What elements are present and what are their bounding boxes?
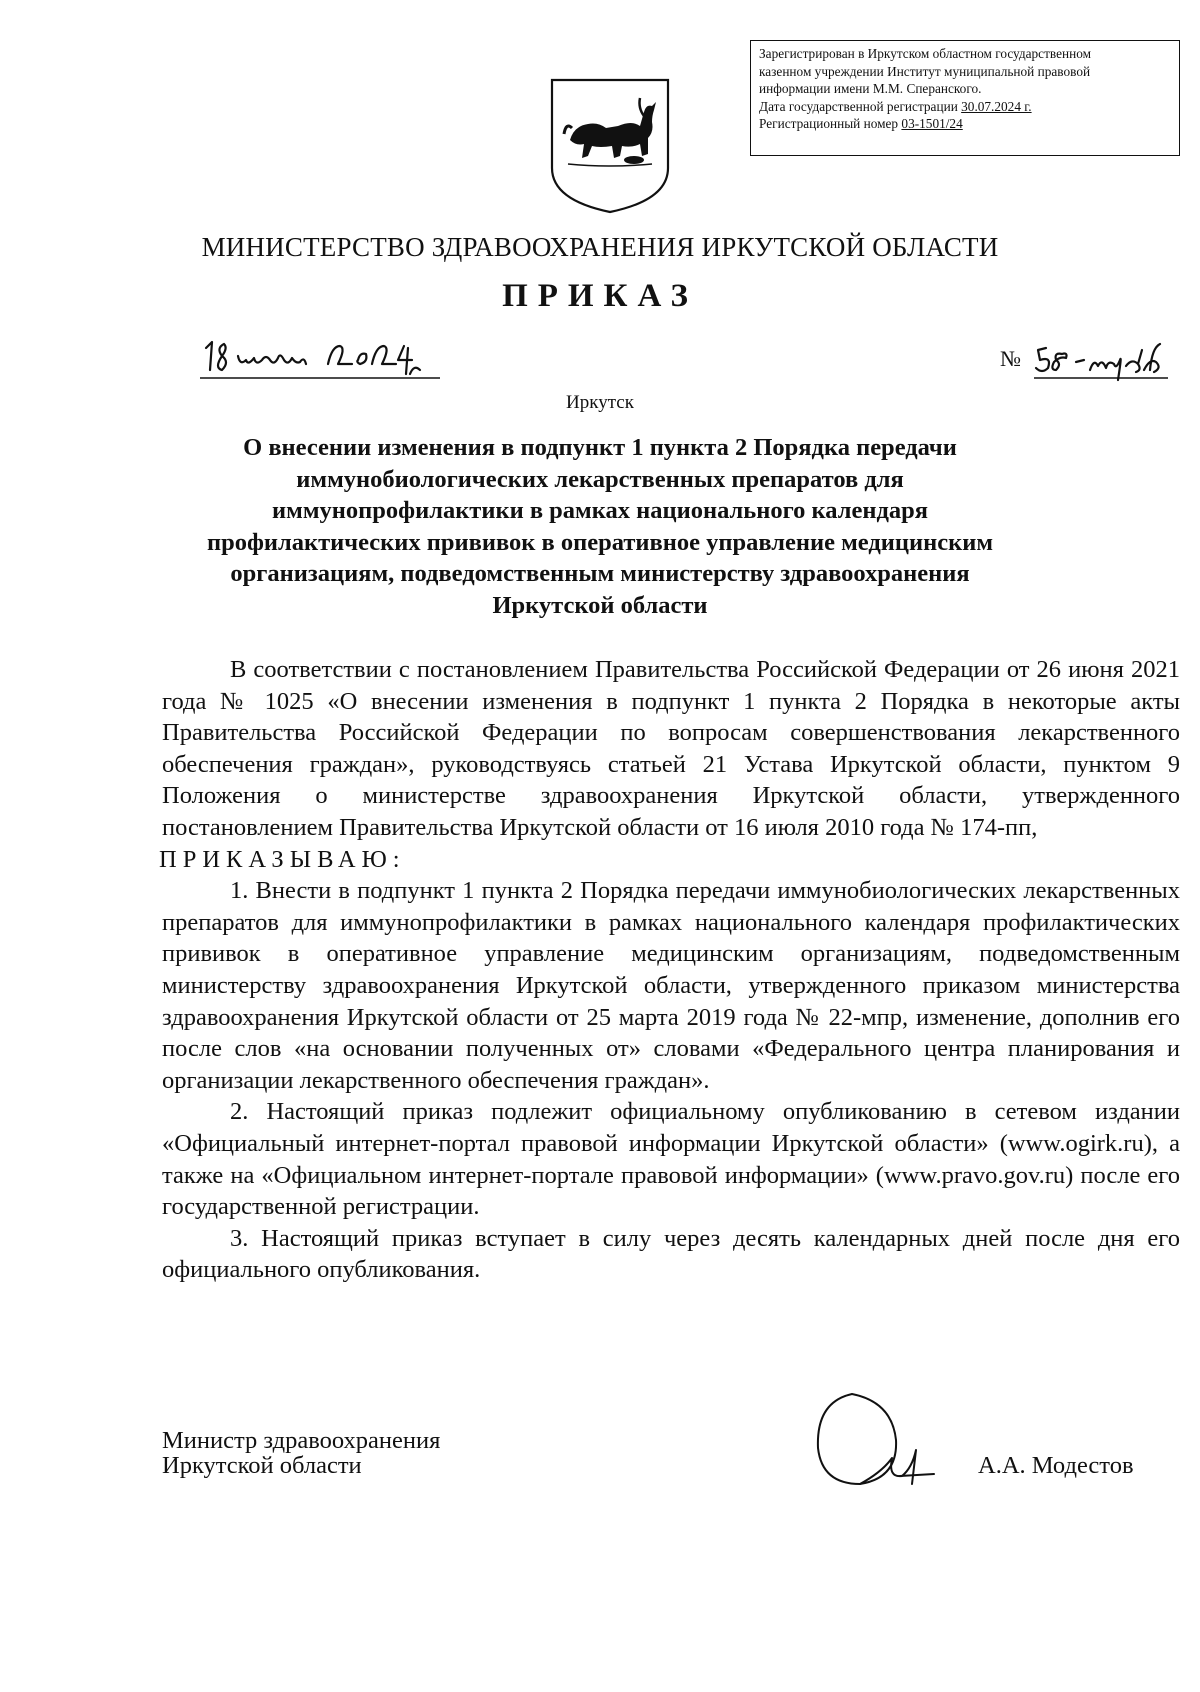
registration-line-2: казенном учреждении Институт муниципальной правовой <box>759 63 1091 79</box>
city-name: Иркутск <box>566 392 634 413</box>
signer-title-line-1: Министр здравоохранения <box>162 1427 441 1454</box>
registration-line-3: информации имени М.М. Сперанского. <box>759 81 982 96</box>
order-item-3: 3. Настоящий приказ вступает в силу через десять календарных дней после дня его официального опубликования. <box>162 1224 1180 1284</box>
order-number-label: № <box>1000 346 1021 371</box>
signer-title <box>162 1428 440 1478</box>
handwritten-signature <box>812 1388 942 1498</box>
registration-stamp <box>750 40 1180 156</box>
signer-name: А.А. Модестов <box>978 1452 1134 1479</box>
handwritten-order-number <box>1032 340 1170 390</box>
signer-title-line-2: Иркутской области <box>162 1452 362 1479</box>
registration-date-row <box>759 98 1171 116</box>
handwritten-date <box>200 334 440 386</box>
registration-line-1: Зарегистрирован в Иркутском областном государственном <box>759 46 1092 61</box>
coat-of-arms-icon <box>548 76 672 216</box>
registration-date-value: 30.07.2024 г. <box>961 98 1032 114</box>
registration-number-value: 03-1501/24 <box>901 116 963 131</box>
command-word: ПРИКАЗЫВАЮ: <box>159 845 406 873</box>
registration-date-label: Дата государственной регистрации <box>759 98 958 114</box>
preamble-paragraph: В соответствии с постановлением Правительства Российской Федерации от 26 июня 2021 года № 1025 «О внесении изменения в подпункт 1 пункта 2 Порядка в некоторые акты Правительства Российской Федерации по вопросам совершенствования лекарственного обеспечения граждан», руководствуясь статьей 21 Устава Иркутской области, пунктом 9 Положения о министерстве здравоохранения Иркутской области, утвержденного постановлением Правительства Иркутской области от 16 июля 2010 года № 174-пп, <box>162 656 1180 841</box>
order-number-block <box>1000 340 1170 390</box>
registration-number-label: Регистрационный номер <box>759 116 899 131</box>
order-item-1: 1. Внести в подпункт 1 пункта 2 Порядка передачи иммунобиологических лекарственных препаратов для иммунопрофилактики в рамках национального календаря профилактических прививок в оперативное управление медицинским организациям, подведомственным министерству здравоохранения Иркутской области, утвержденного приказом министерства здравоохранения Иркутской области от 25 марта 2019 года № 22-мпр, изменение, дополнив его после слов «на основании полученных от» словами «Федерального центра планирования и организации лекарственного обеспечения граждан». <box>162 877 1180 1094</box>
document-type-title: ПРИКАЗ <box>502 278 698 314</box>
ministry-name: МИНИСТЕРСТВО ЗДРАВООХРАНЕНИЯ ИРКУТСКОЙ ОБЛАСТИ <box>201 232 999 262</box>
document-heading: О внесении изменения в подпункт 1 пункта 2 Порядка передачи иммунобиологических лекарственных препаратов для иммунопрофилактики в рамках национального календаря профилактических прививок в оперативное управление медицинским организациям, подведомственным министерству здравоохранения Иркутской области <box>206 434 994 619</box>
document-body <box>159 654 1180 1286</box>
order-item-2: 2. Настоящий приказ подлежит официальному опубликованию в сетевом издании «Официальный интернет-портал правовой информации Иркутской области» (www.ogirk.ru), а также на «Официальном интернет-портале правовой информации» (www.pravo.gov.ru) после его государственной регистрации. <box>162 1098 1180 1221</box>
registration-number-row <box>759 115 1171 133</box>
